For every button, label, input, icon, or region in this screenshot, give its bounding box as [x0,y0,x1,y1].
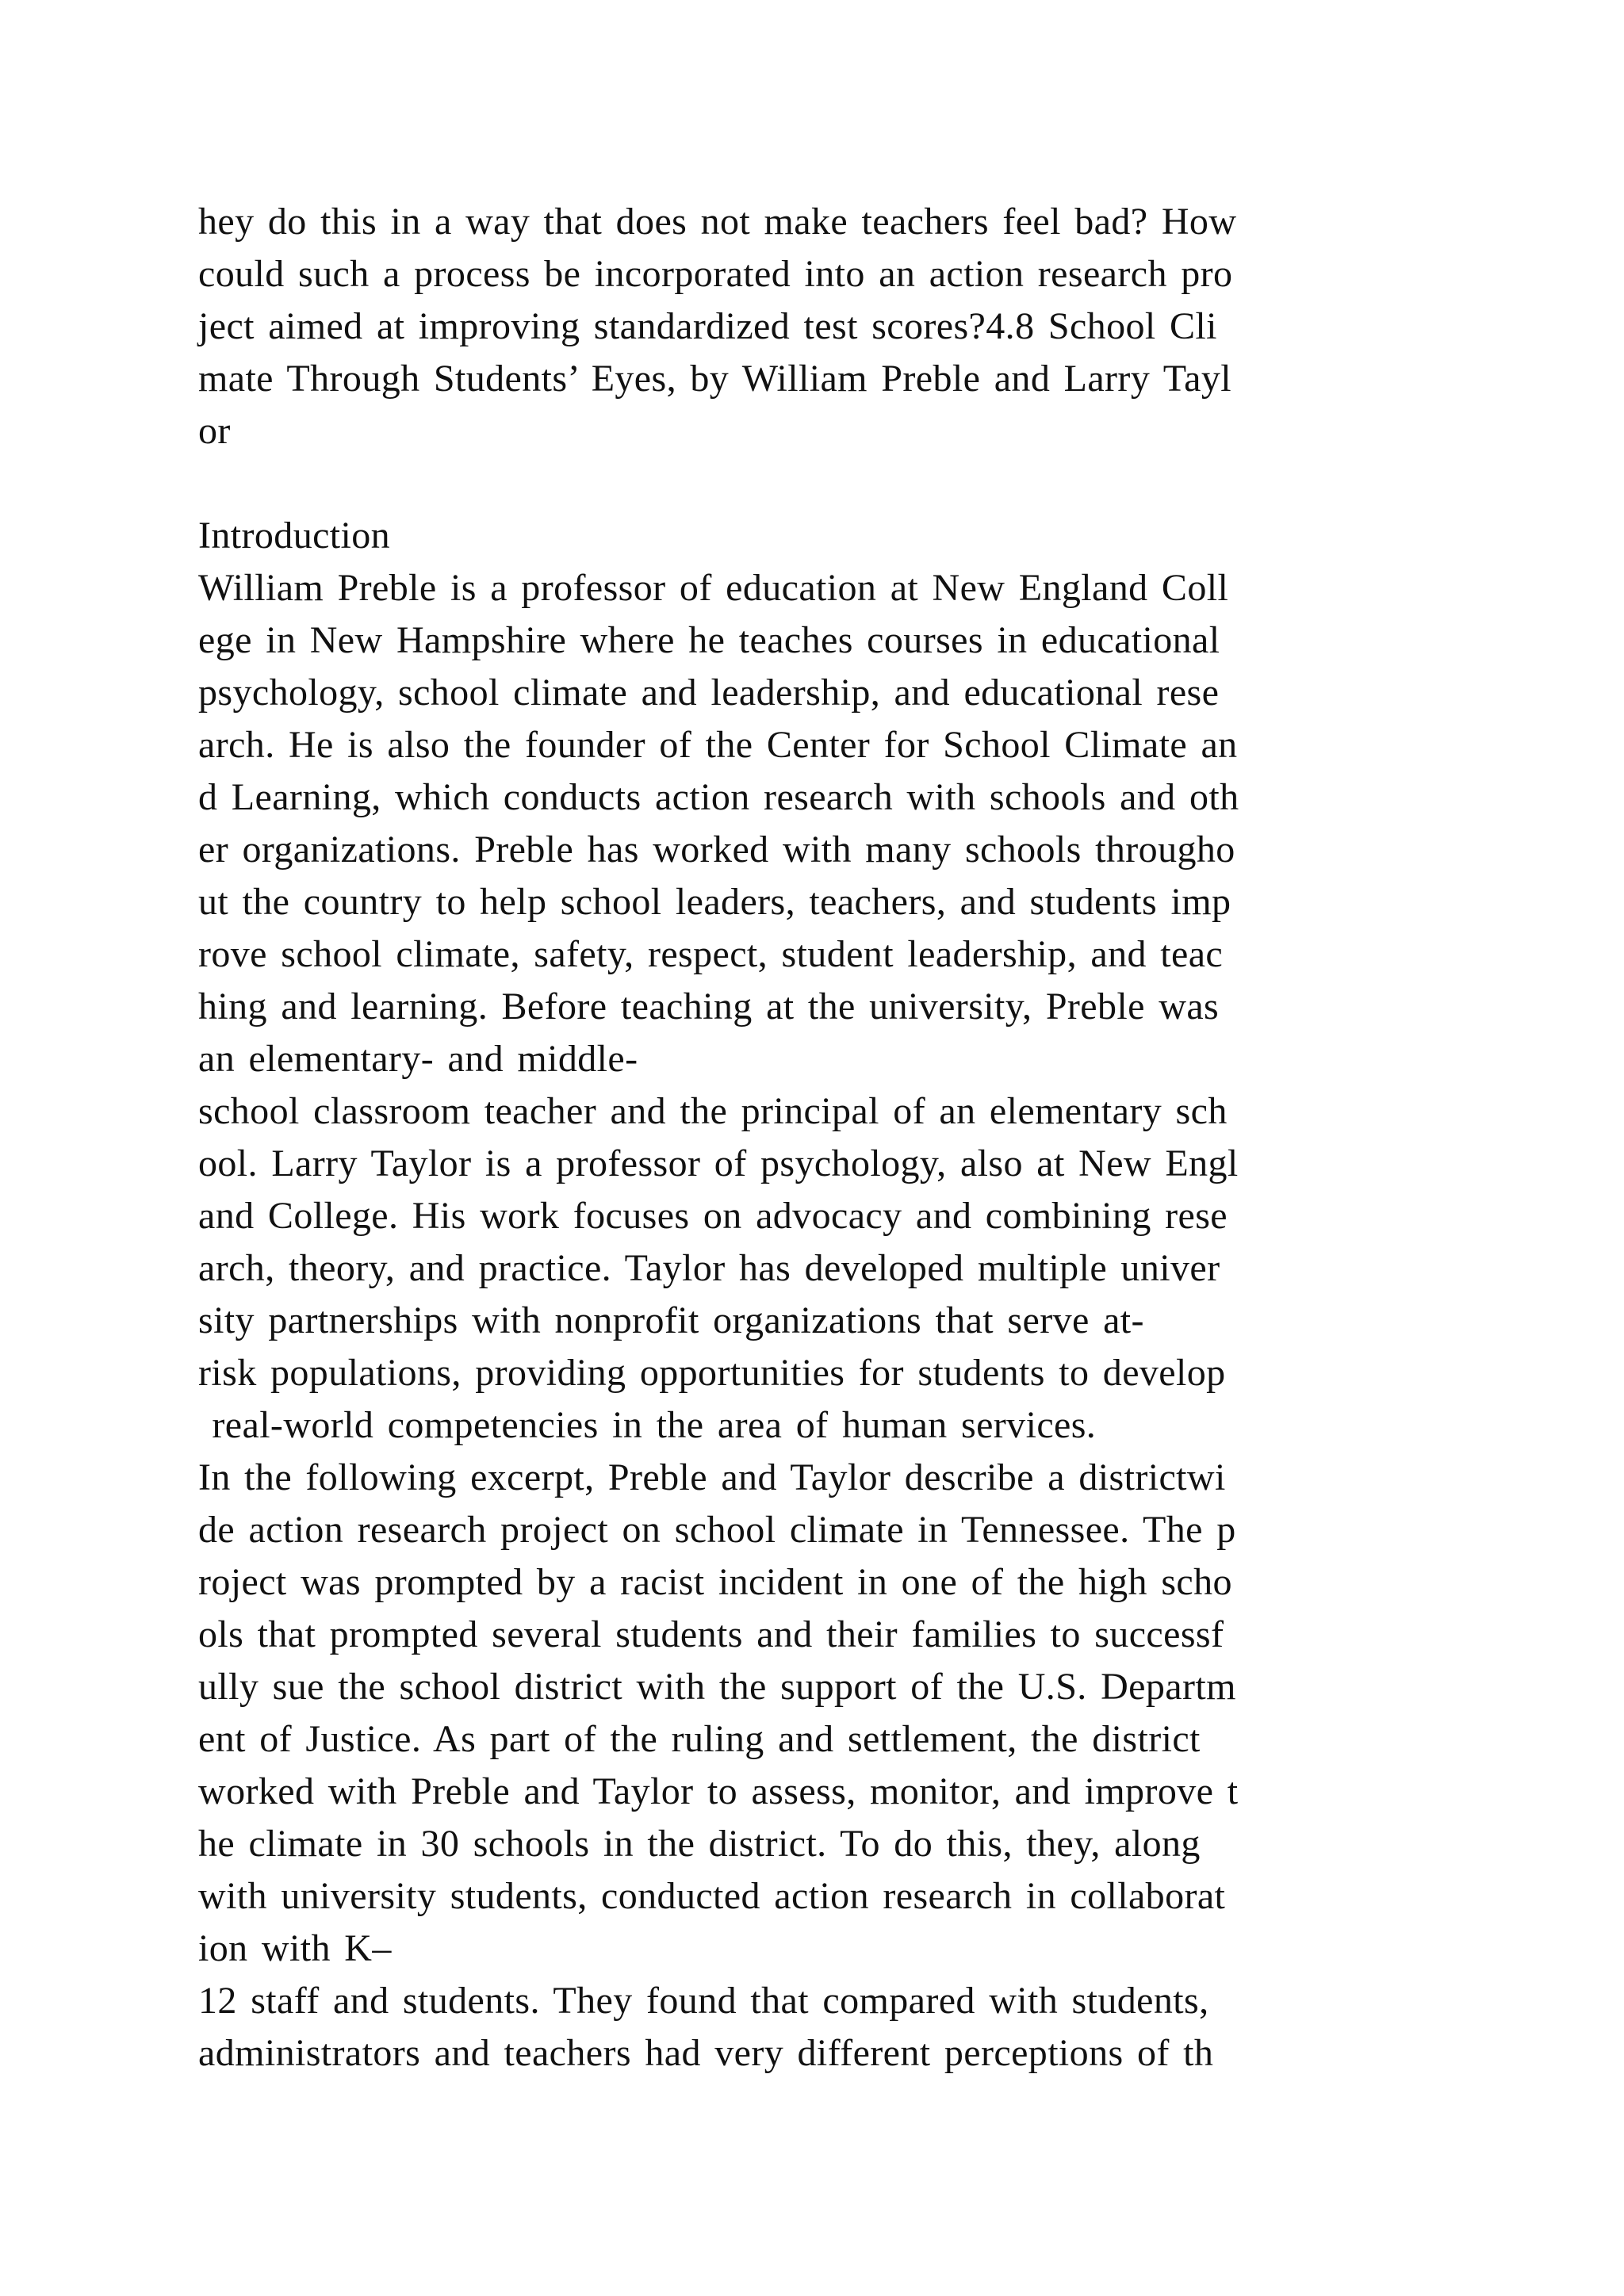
text-line: de action research project on school climate in Tennessee. The p [198,1509,1236,1551]
text-line: ool. Larry Taylor is a professor of psychology, also at New Engl [198,1142,1239,1184]
text-line: In the following excerpt, Preble and Taylor describe a districtwi [198,1456,1226,1498]
text-line: arch, theory, and practice. Taylor has developed multiple univer [198,1247,1220,1289]
blank-line [198,457,1451,510]
text-line: roject was prompted by a racist incident in one of the high scho [198,1561,1232,1603]
text-line: mate Through Students’ Eyes, by William Preble and Larry Tayl [198,358,1231,400]
text-line: he climate in 30 schools in the district. To do this, they, along [198,1823,1201,1865]
text-line: administrators and teachers had very different perceptions of th [198,2032,1214,2074]
text-line: an elementary- and middle- [198,1038,638,1080]
document-body [198,196,1451,2080]
text-line: d Learning, which conducts action research with schools and oth [198,776,1239,818]
text-line: real-world competencies in the area of human services. [198,1404,1097,1446]
text-line: school classroom teacher and the principal of an elementary sch [198,1090,1228,1132]
text-line: ent of Justice. As part of the ruling and settlement, the district [198,1718,1201,1760]
text-line: hing and learning. Before teaching at the university, Preble was [198,985,1220,1027]
text-line: rove school climate, safety, respect, student leadership, and teac [198,933,1224,975]
text-line: psychology, school climate and leadership, and educational rese [198,672,1220,714]
text-line: ut the country to help school leaders, teachers, and students imp [198,881,1231,923]
section-heading: Introduction [198,515,391,557]
text-line: worked with Preble and Taylor to assess, monitor, and improve t [198,1770,1239,1812]
text-line: could such a process be incorporated into an action research pro [198,253,1233,295]
text-line: ion with K– [198,1927,392,1969]
text-line: er organizations. Preble has worked with many schools througho [198,828,1235,871]
text-line: arch. He is also the founder of the Center for School Climate an [198,724,1238,766]
text-line: sity partnerships with nonprofit organizations that serve at- [198,1299,1144,1341]
text-line: ols that prompted several students and their families to successf [198,1613,1224,1655]
text-line: or [198,410,231,452]
text-line: William Preble is a professor of education at New England Coll [198,567,1229,609]
text-line: hey do this in a way that does not make teachers feel bad? How [198,201,1237,243]
text-line: risk populations, providing opportunities for students to develop [198,1352,1226,1394]
text-line: ject aimed at improving standardized test scores?4.8 School Cli [198,305,1217,347]
text-line: and College. His work focuses on advocacy and combining rese [198,1195,1228,1237]
text-line: 12 staff and students. They found that compared with students, [198,1980,1209,2022]
text-line: ully sue the school district with the support of the U.S. Departm [198,1666,1236,1708]
text-line: with university students, conducted action research in collaborat [198,1875,1226,1917]
text-line: ege in New Hampshire where he teaches courses in educational [198,619,1220,661]
